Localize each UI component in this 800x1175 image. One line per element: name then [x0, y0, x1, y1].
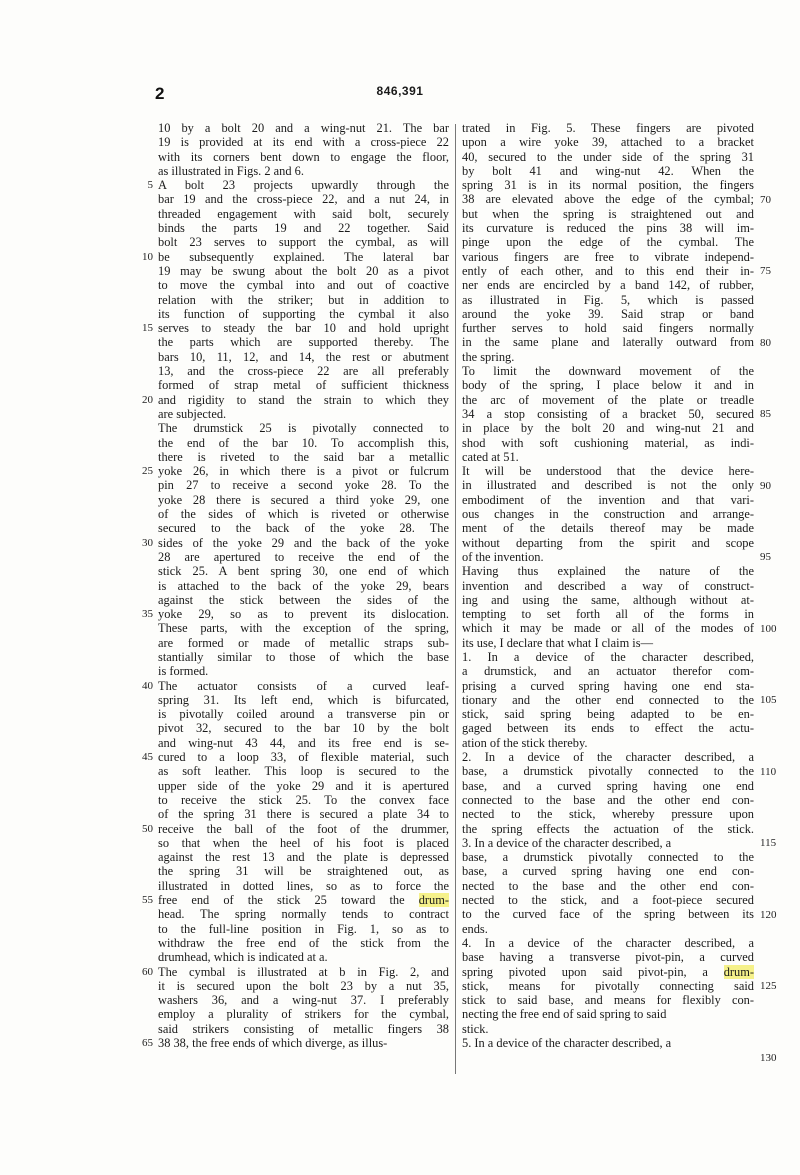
line-number: 110 [760, 765, 777, 778]
text-line: be subsequently explained. The lateral bar [158, 249, 449, 264]
text-line: ently of each other, and to this end their in- [462, 263, 754, 278]
text-line: spring pivoted upon said pivot-pin, a drum- [462, 964, 754, 979]
text-line: is pivotally coiled around a transverse pin or [158, 707, 449, 722]
text-line: by bolt 41 and wing-nut 42. When the [462, 163, 754, 178]
text-line: sides of the yoke 29 and the back of the yoke [158, 535, 449, 550]
text-line: 28 are apertured to receive the end of the [158, 549, 449, 564]
text-line: stick to said base, and means for flexibly con- [462, 993, 754, 1008]
text-line: withdraw the free end of the stick from the [158, 935, 449, 950]
line-number: 75 [760, 265, 771, 277]
text-line: bolt 23 serves to support the cymbal, as will [158, 235, 449, 250]
text-line: base having a transverse pivot-pin, a curved [462, 950, 754, 965]
text-line: ment of the details thereof may be made [462, 521, 754, 536]
text-line: as illustrated in Fig. 5, which is passed [462, 292, 754, 307]
text-line: head. The spring normally tends to contract [158, 907, 449, 922]
line-number: 35 [142, 608, 153, 621]
text-line: cated at 51. [462, 449, 519, 464]
text-line: the parts which are supported thereby. The [158, 335, 449, 350]
text-line: 38 38, the free ends of which diverge, as illus- [158, 1036, 388, 1050]
text-line: ing and using the same, although without at- [462, 592, 754, 607]
text-line: The actuator consists of a curved leaf- [158, 678, 449, 693]
line-number: 25 [142, 465, 153, 478]
text-line: around the yoke 39. Said strap or band [462, 306, 754, 321]
line-number: 95 [760, 551, 771, 563]
text-line: 19 may be swung about the bolt 20 as a pivot [158, 263, 449, 278]
highlighted-word: drum- [418, 893, 449, 908]
text-line: These parts, with the exception of the spring, [158, 621, 449, 636]
line-number: 125 [760, 980, 777, 992]
text-line: ation of the stick thereby. [462, 735, 588, 750]
text-line: 38 are elevated above the edge of the cymbal; [462, 192, 754, 207]
text-line: a drumstick, and an actuator therefor com- [462, 664, 754, 679]
text-line: body of the spring, I place below it and in [462, 378, 754, 393]
line-number: 90 [760, 479, 771, 492]
text-line: embodiment of the invention and that vari- [462, 492, 754, 507]
line-number: 5 [147, 179, 153, 192]
text-line: without departing from the spirit and scope [462, 535, 754, 550]
text-line: of the sides of which is riveted or otherwise [158, 507, 449, 522]
text-line: gaged between its ends to effect the actu- [462, 721, 754, 736]
text-line: tempting to set forth all of the forms in [462, 607, 754, 622]
text-line: washers 36, and a wing-nut 37. I preferably [158, 993, 449, 1008]
text-line: stick. [462, 1021, 489, 1036]
text-line: prising a curved spring having one end sta- [462, 678, 754, 693]
text-line: spring 31. Its left end, which is bifurcated, [158, 692, 449, 707]
text-line: against the rest 13 and the plate is depressed [158, 850, 449, 865]
text-line: upper side of the yoke 29 and it is apertured [158, 778, 449, 793]
text-line: connected to the base and the other end con- [462, 792, 754, 807]
text-line: spring 31 is in its normal position, the fingers [462, 178, 754, 193]
text-line: yoke 29, so as to prevent its dislocation. [158, 607, 449, 622]
text-line: illustrated in dotted lines, so as to force the [158, 878, 449, 893]
text-line: base, a drumstick pivotally connected to the [462, 764, 754, 779]
line-number: 85 [760, 408, 771, 420]
text-line: base, and a curved spring having one end [462, 778, 754, 793]
text-line: in the same plane and laterally outward from [462, 335, 754, 350]
text-line: stick, said spring being adapted to be en- [462, 707, 754, 722]
text-line: bars 10, 11, 12, and 14, the rest or abutment [158, 349, 449, 364]
line-number: 55 [142, 894, 153, 907]
text-line: pivot 32, secured to the bar 10 by the bolt [158, 721, 449, 736]
text-line: with its corners bent down to engage the floor, [158, 149, 449, 164]
text-line: is attached to the back of the yoke 29, bears [158, 578, 449, 593]
text-line: to the curved face of the spring between its [462, 907, 754, 922]
line-number: 30 [142, 536, 153, 549]
text-line: The drumstick 25 is pivotally connected to [158, 421, 449, 436]
text-line: yoke 26, in which there is a pivot or fulcrum [158, 464, 449, 479]
text-line: base, a curved spring having one end con- [462, 864, 754, 879]
text-line: drumhead, which is indicated at a. [158, 950, 328, 965]
text-line: various fingers are free to vibrate independ- [462, 249, 754, 264]
text-line: stick 25. A bent spring 30, one end of which [158, 564, 449, 579]
text-line: 13, and the cross-piece 22 are all preferably [158, 364, 449, 379]
highlighted-word: drum- [723, 964, 754, 979]
text-line: said strikers consisting of metallic fingers 38 [158, 1021, 449, 1036]
text-line: The cymbal is illustrated at b in Fig. 2, and [158, 964, 449, 979]
page-number: 2 [155, 84, 165, 103]
text-line: 1. In a device of the character described, [462, 649, 754, 664]
text-line: binds the parts 19 and 22 together. Said [158, 221, 449, 236]
text-line: its curvature is reduced the pins 38 will im- [462, 221, 754, 236]
text-line: its use, I declare that what I claim is— [462, 635, 653, 650]
text-line: of the spring 31 there is secured a plate 34 to [158, 807, 449, 822]
text-line: stantially similar to those of which the base [158, 649, 449, 664]
text-line: 5. In a device of the character described, a [462, 1036, 672, 1050]
text-line: formed of strap metal of sufficient thickness [158, 378, 449, 393]
text-line: cured to a loop 33, of flexible material, such [158, 750, 449, 765]
text-line: 4. In a device of the character described, a [462, 935, 754, 950]
text-line: relation with the striker; but in addition to [158, 292, 449, 307]
text-line: to the full-line position in Fig. 1, so as to [158, 921, 449, 936]
text-line: as illustrated in Figs. 2 and 6. [158, 163, 304, 178]
text-line: the spring 31 will be straightened out, as [158, 864, 449, 879]
line-number: 120 [760, 908, 777, 921]
text-line: 19 is provided at its end with a cross-piece 22 [158, 135, 449, 150]
text-line: tionary and the other end connected to the [462, 692, 754, 707]
text-line: trated in Fig. 5. These fingers are pivoted [462, 121, 754, 135]
line-number: 40 [142, 679, 153, 692]
text-line: 3. In a device of the character described, a [462, 835, 672, 850]
text-line: against the stick between the sides of the [158, 592, 449, 607]
text-line: receive the ball of the foot of the drummer, [158, 821, 449, 836]
line-number: 10 [142, 250, 153, 263]
line-number: 100 [760, 622, 777, 635]
text-line: 10 by a bolt 20 and a wing-nut 21. The bar [158, 121, 449, 135]
text-line: in place by the bolt 20 and wing-nut 21 and [462, 421, 754, 436]
line-number: 50 [142, 822, 153, 835]
patent-number: 846,391 [376, 84, 424, 98]
text-line: 2. In a device of the character described, a [462, 750, 754, 765]
text-line: is formed. [158, 664, 209, 679]
text-line: bar 19 and the cross-piece 22, and a nut 24, in [158, 192, 449, 207]
line-number: 130 [760, 1051, 777, 1064]
line-number: 60 [142, 965, 153, 978]
text-line: ous changes in the construction and arrange- [462, 507, 754, 522]
text-line: so that when the heel of his foot is placed [158, 835, 449, 850]
text-line: nected to the stick, whereby pressure upon [462, 807, 754, 822]
text-line: and rigidity to stand the strain to which they [158, 392, 449, 407]
text-line: base, a drumstick pivotally connected to the [462, 850, 754, 865]
text-line: upon a wire yoke 39, attached to a bracket [462, 135, 754, 150]
text-line: the spring. [462, 349, 515, 364]
line-number: 70 [760, 193, 771, 206]
text-line: it is secured upon the bolt 23 by a nut 35, [158, 978, 449, 993]
text-line: A bolt 23 projects upwardly through the [158, 178, 449, 193]
text-line: yoke 28 there is secured a third yoke 29, one [158, 492, 449, 507]
text-line: to move the cymbal into and out of coactive [158, 278, 449, 293]
text-line: 40, secured to the under side of the spring 31 [462, 149, 754, 164]
line-number: 80 [760, 336, 771, 349]
text-line: It will be understood that the device here- [462, 464, 754, 479]
text-line: and wing-nut 43 44, and its free end is se- [158, 735, 449, 750]
text-line: are formed or made of metallic straps sub- [158, 635, 449, 650]
text-line: threaded engagement with said bolt, securely [158, 206, 449, 221]
left-text-column [158, 121, 449, 1050]
text-line: To limit the downward movement of the [462, 364, 754, 379]
line-number: 65 [142, 1037, 153, 1050]
text-line: ends. [462, 921, 488, 936]
line-number: 45 [142, 751, 153, 764]
text-line: necting the free end of said spring to said [462, 1007, 667, 1022]
text-line: Having thus explained the nature of the [462, 564, 754, 579]
text-line: nected to the stick, and a foot-piece secured [462, 893, 754, 908]
line-number: 115 [760, 837, 777, 849]
text-line: serves to steady the bar 10 and hold upright [158, 321, 449, 336]
text-line: nected to the base and the other end con- [462, 878, 754, 893]
text-line: of the invention. [462, 549, 544, 564]
text-line: the arc of movement of the plate or treadle [462, 392, 754, 407]
text-line: shod with soft cushioning material, as indi- [462, 435, 754, 450]
text-line: free end of the stick 25 toward the drum- [158, 893, 449, 908]
column-divider [455, 124, 456, 1074]
text-line: secured to the back of the yoke 28. The [158, 521, 449, 536]
text-line: as soft leather. This loop is secured to the [158, 764, 449, 779]
line-number: 20 [142, 393, 153, 406]
text-line: its function of supporting the cymbal it also [158, 306, 449, 321]
right-text-column [462, 121, 754, 1050]
text-line: 34 a stop consisting of a bracket 50, secured [462, 406, 754, 421]
text-line: but when the spring is straightened out and [462, 206, 754, 221]
text-line: pinge upon the edge of the cymbal. The [462, 235, 754, 250]
line-number: 15 [142, 322, 153, 335]
text-line: ner ends are encircled by a band 142, of rubber, [462, 278, 754, 293]
line-number: 105 [760, 694, 777, 706]
text-line: invention and described a way of construct- [462, 578, 754, 593]
text-line: pin 27 to receive a second yoke 28. To the [158, 478, 449, 493]
text-line: stick, means for pivotally connecting said [462, 978, 754, 993]
text-line: are subjected. [158, 406, 227, 421]
text-line: further serves to hold said fingers normally [462, 321, 754, 336]
text-line: to receive the stick 25. To the convex face [158, 792, 449, 807]
text-line: in illustrated and described is not the only [462, 478, 754, 493]
text-line: there is riveted to the said bar a metallic [158, 449, 449, 464]
text-line: the end of the bar 10. To accomplish this, [158, 435, 449, 450]
text-line: which it may be made or all of the modes of [462, 621, 754, 636]
text-line: employ a plurality of strikers for the cymbal, [158, 1007, 449, 1022]
text-line: the spring effects the actuation of the stick. [462, 821, 754, 836]
